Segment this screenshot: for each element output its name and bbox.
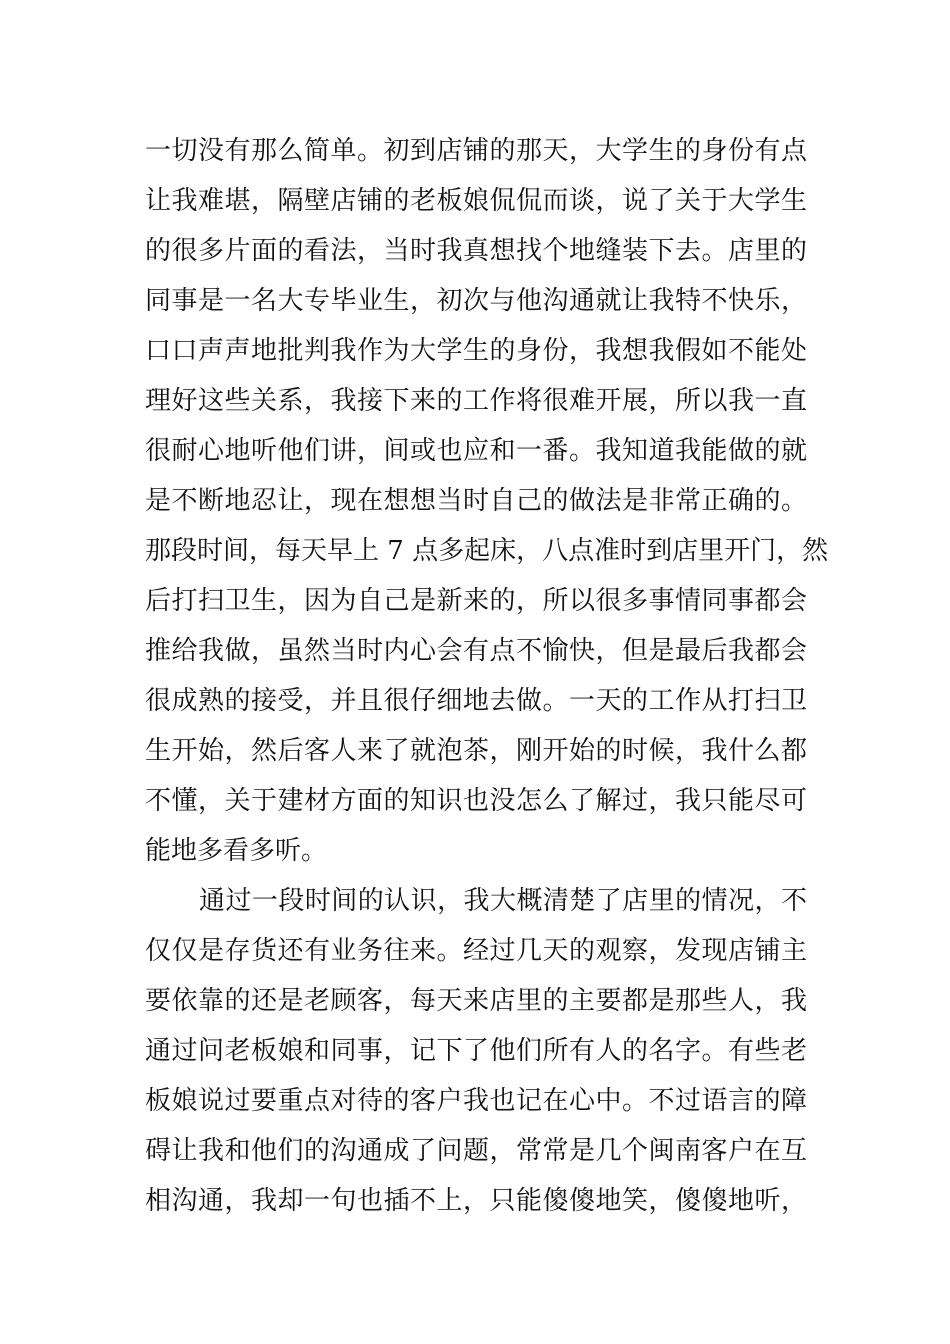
text-line: 仅仅是存货还有业务往来。经过几天的观察，发现店铺主 — [145, 936, 807, 966]
text-line: 不懂，关于建材方面的知识也没怎么了解过，我只能尽可 — [145, 786, 807, 816]
text-line: 生开始，然后客人来了就泡茶，刚开始的时候，我什么都 — [145, 736, 807, 766]
text-line: 一切没有那么简单。初到店铺的那天，大学生的身份有点 — [145, 136, 807, 166]
text-line: 能地多看多听。 — [145, 836, 328, 866]
text-line: 板娘说过要重点对待的客户我也记在心中。不过语言的障 — [145, 1086, 807, 1116]
text-line: 相沟通，我却一句也插不上，只能傻傻地笑，傻傻地听， — [145, 1186, 807, 1216]
text-line: 很耐心地听他们讲，间或也应和一番。我知道我能做的就 — [145, 436, 807, 466]
text-line: 是不断地忍让，现在想想当时自己的做法是非常正确的。 — [145, 486, 807, 516]
text-line: 理好这些关系，我接下来的工作将很难开展，所以我一直 — [145, 386, 807, 416]
text-line: 推给我做，虽然当时内心会有点不愉快，但是最后我都会 — [145, 636, 807, 666]
text-line: 通过问老板娘和同事，记下了他们所有人的名字。有些老 — [145, 1036, 807, 1066]
text-line: 的很多片面的看法，当时我真想找个地缝装下去。店里的 — [145, 236, 807, 266]
text-line: 让我难堪，隔壁店铺的老板娘侃侃而谈，说了关于大学生 — [145, 186, 807, 216]
text-line: 碍让我和他们的沟通成了问题，常常是几个闽南客户在互 — [145, 1136, 807, 1166]
text-line: 同事是一名大专毕业生，初次与他沟通就让我特不快乐， — [145, 286, 807, 316]
body-text — [145, 126, 829, 1226]
text-line: 要依靠的还是老顾客，每天来店里的主要都是那些人，我 — [145, 986, 807, 1016]
text-line: 通过一段时间的认识，我大概清楚了店里的情况，不 — [199, 886, 807, 916]
text-line: 后打扫卫生，因为自己是新来的，所以很多事情同事都会 — [145, 586, 807, 616]
text-line: 那段时间，每天早上 7 点多起床，八点准时到店里开门，然 — [145, 536, 829, 566]
text-line: 口口声声地批判我作为大学生的身份，我想我假如不能处 — [145, 336, 807, 366]
text-line: 很成熟的接受，并且很仔细地去做。一天的工作从打扫卫 — [145, 686, 807, 716]
